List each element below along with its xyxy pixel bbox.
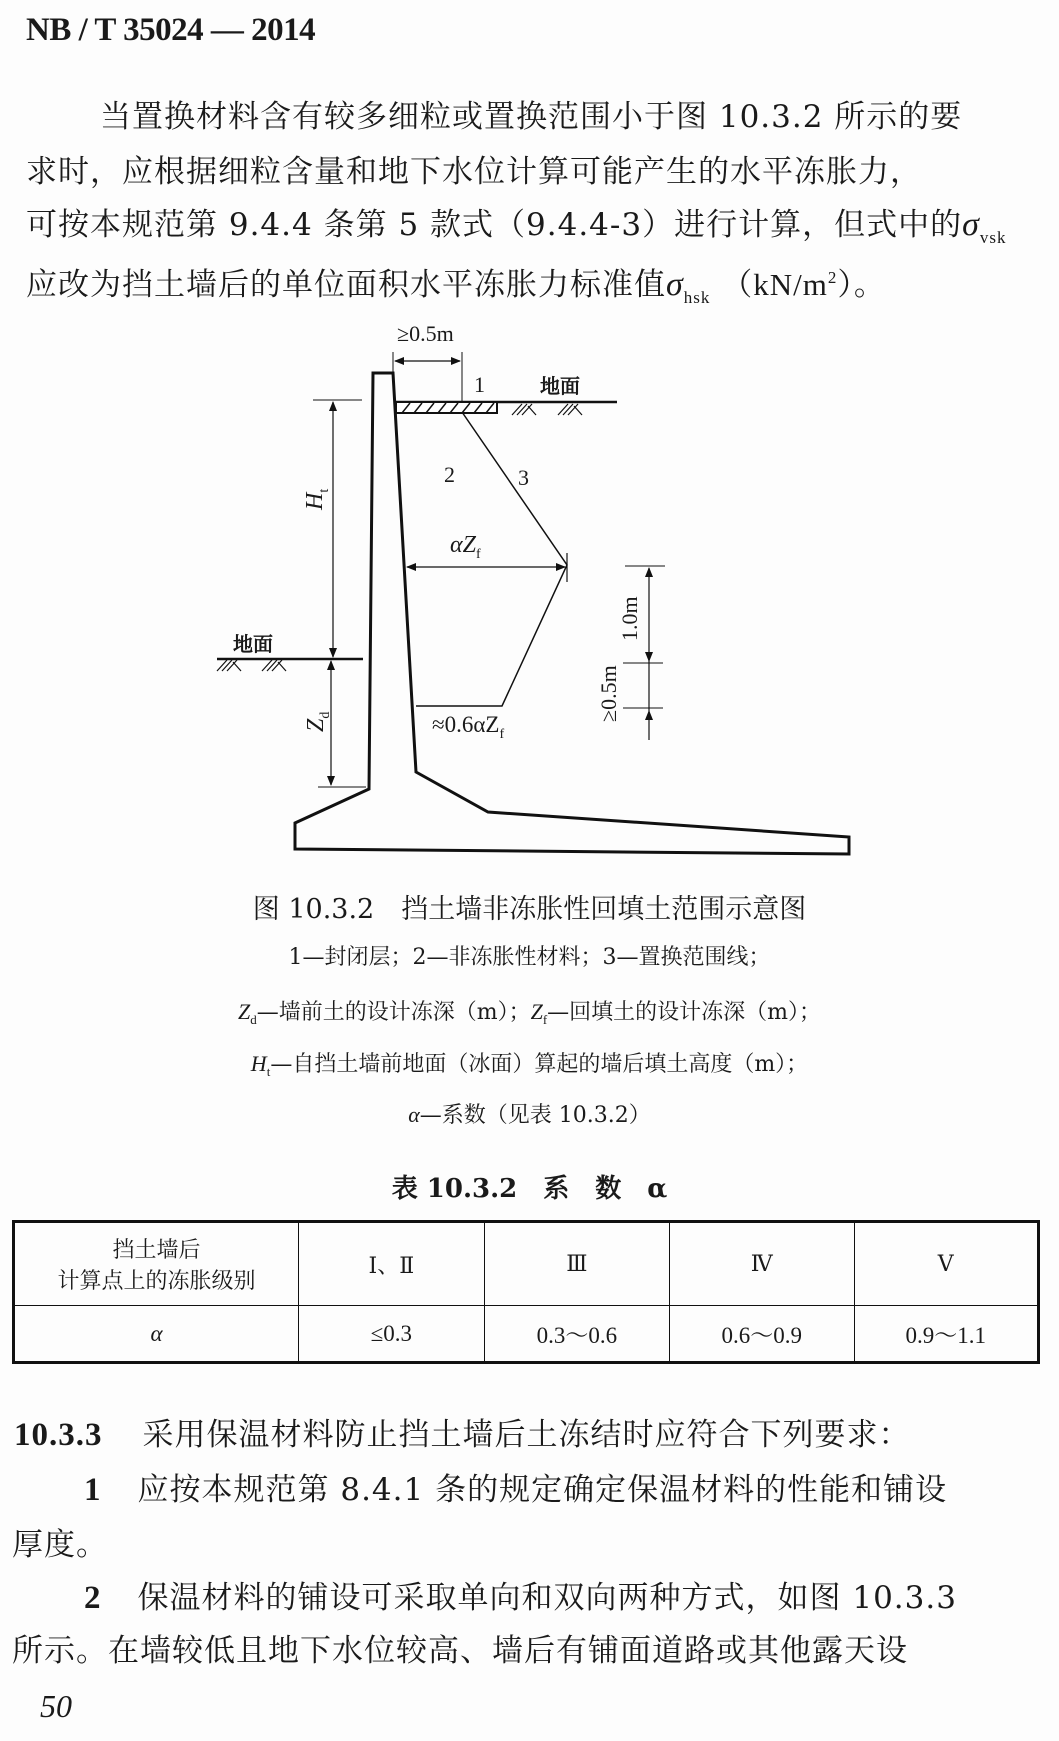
table-header-row xyxy=(14,1222,1039,1306)
intro-line-3-text: 可按本规范第 9.4.4 条第 5 款式（9.4.4-3）进行计算，但式中的 xyxy=(26,207,963,243)
label-approx-06-alpha-zf: $\approx 0.6\alpha Z_f$ xyxy=(432,712,505,742)
label-dim-1m: 1.0m xyxy=(617,596,642,641)
label-ground-left: 地面 xyxy=(233,632,273,656)
label-line-3: 3 xyxy=(518,465,529,490)
legend-line-1: 1—封闭层；2—非冻胀性材料；3—置换范围线； xyxy=(288,945,771,970)
sigma-symbol: σ xyxy=(962,206,980,243)
sigma-vsk-subscript: vsk xyxy=(979,228,1007,247)
table-title: 表 10.3.2 系 数 α xyxy=(391,1174,668,1204)
label-zd: $Z_d$ xyxy=(303,711,333,732)
table-col-3: Ⅳ xyxy=(670,1222,854,1306)
coefficient-table xyxy=(12,1220,1040,1364)
label-dim-05m: ≥0.5m xyxy=(596,665,621,722)
section-item-1: 1 应按本规范第 8.4.1 条的规定确定保温材料的性能和铺设 xyxy=(84,1472,948,1508)
table-header-label: 挡土墙后 计算点上的冻胀级别 xyxy=(14,1222,299,1306)
table-cell: 0.9～1.1 xyxy=(854,1306,1039,1363)
label-alpha-zf: $\alpha Z_f$ xyxy=(450,532,481,562)
soil-symbol-right xyxy=(512,404,582,415)
standard-code: NB / T 35024 — 2014 xyxy=(26,12,316,48)
sigma-symbol: σ xyxy=(666,266,684,303)
replacement-line xyxy=(416,412,567,706)
intro-line-1: 当置换材料含有较多细粒或置换范围小于图 10.3.2 所示的要 xyxy=(100,99,963,135)
table-cell: 0.6～0.9 xyxy=(670,1306,854,1363)
label-top-width: ≥0.5m xyxy=(397,321,454,346)
wall-outline xyxy=(295,373,849,854)
section-item-2-cont: 所示。在墙较低且地下水位较高、墙后有铺面道路或其他露天设 xyxy=(12,1633,908,1669)
section-heading xyxy=(14,1409,911,1454)
section-number: 10.3.3 xyxy=(14,1417,103,1453)
section-title: 采用保温材料防止挡土墙后土冻结时应符合下列要求： xyxy=(142,1417,911,1453)
table-row-label: α xyxy=(14,1306,299,1363)
legend-line-4: α—系数（见表 10.3.2） xyxy=(408,1102,651,1128)
legend-line-3: $H_t—$自挡土墙前地面（冰面）算起的墙后填土高度（m）； xyxy=(250,1051,809,1079)
label-ground-right: 地面 xyxy=(540,374,580,398)
table-col-4: Ⅴ xyxy=(854,1222,1039,1306)
table-cell: ≤0.3 xyxy=(299,1306,485,1363)
soil-symbol-left xyxy=(217,660,286,671)
label-region-2: 2 xyxy=(444,462,455,487)
table-row xyxy=(14,1306,1039,1363)
unit-text: （kN/m xyxy=(721,267,828,302)
table-col-1: Ⅰ、Ⅱ xyxy=(299,1222,485,1306)
unit-superscript: 2 xyxy=(827,268,838,287)
legend-line-2: $Z_d—$墙前土的设计冻深（m）；$Z_f—$回填土的设计冻深（m）； xyxy=(237,999,822,1027)
label-layer-1: 1 xyxy=(474,372,485,397)
intro-line-4-text: 应改为挡土墙后的单位面积水平冻胀力标准值 xyxy=(26,267,666,303)
unit-close: ）。 xyxy=(837,267,886,303)
intro-line-2: 求时，应根据细粒含量和地下水位计算可能产生的水平冻胀力， xyxy=(26,154,922,190)
page-number: 50 xyxy=(40,1688,72,1724)
figure-caption: 图 10.3.2 挡土墙非冻胀性回填土范围示意图 xyxy=(252,894,807,925)
table-cell: 0.3～0.6 xyxy=(484,1306,669,1363)
section-item-2: 2 保温材料的铺设可采取单向和双向两种方式，如图 10.3.3 xyxy=(84,1580,957,1616)
table-col-2: Ⅲ xyxy=(484,1222,669,1306)
sigma-hsk-subscript: hsk xyxy=(683,288,711,307)
label-ht: $H_t$ xyxy=(302,488,332,510)
section-item-1-cont: 厚度。 xyxy=(12,1527,108,1563)
